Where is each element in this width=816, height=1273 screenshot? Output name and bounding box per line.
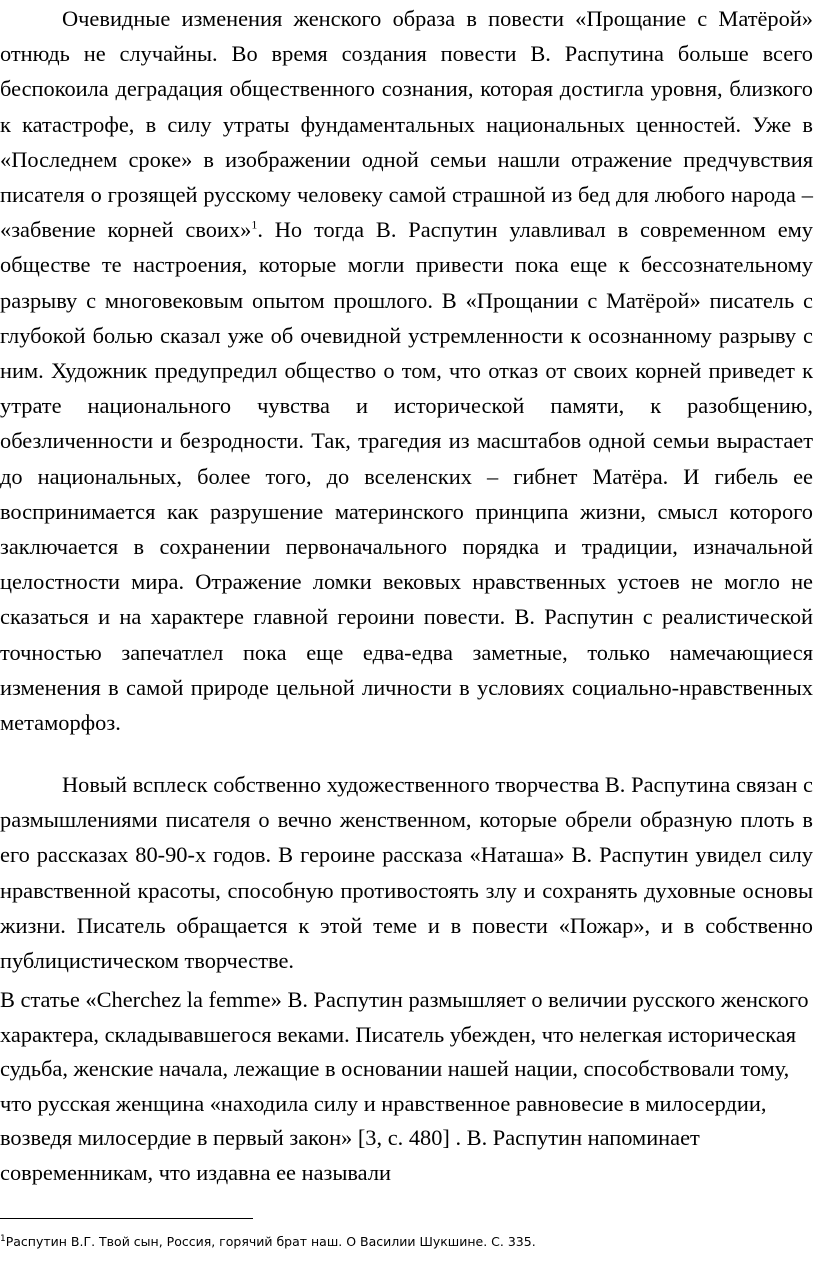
body-paragraph-3: [0, 983, 816, 1191]
footnote-separator-line: [0, 1218, 253, 1219]
paragraph-3-text: В статье «Cherchez la femme» В. Распутин размышляет о величии русского женского характера, складывавшегося веками. Писатель убежден, что нелегкая историческая судьба, женские начала, лежащие в основании нашей нации, способствовали тому, что русская женщина «находила силу и нравственное равновесие в милосердии, возведя милосердие в первый закон» [3, с. 480] . В. Распутин напоминает современникам, что издавна ее называли: [0, 987, 809, 1185]
paragraph-1-text: Очевидные изменения женского образа в повести «Прощание с Матёрой» отнюдь не случайны. Во время создания повести В. Распутина больше всего беспокоила деградация общественного сознания, которая достигла уровня, близкого к катастрофе, в силу утраты фундаментальных национальных ценностей. Уже в «Последнем сроке» в изображении одной семьи нашли отражение предчувствия писателя о грозящей русскому человеку самой страшной из бед для любого народа – «забвение корней своих»: [0, 6, 813, 243]
footnote-reference-marker[interactable]: 1: [251, 217, 258, 232]
footnote-marker: 1: [0, 1233, 6, 1244]
paragraph-2-text: Новый всплеск собственно художественного творчества В. Распутина связан с размышлениями писателя о вечно женственном, которые обрели образную плоть в его рассказах 80-90-х годов. В героине рассказа «Наташа» В. Распутин увидел силу нравственной красоты, способную противостоять злу и сохранять духовные основы жизни. Писатель обращается к этой теме и в повести «Пожар», и в собственно публицистическом творчестве.: [0, 772, 813, 974]
body-paragraph-2: [0, 767, 813, 978]
body-paragraph-1: [0, 1, 813, 740]
footnote-text: Распутин В.Г. Твой сын, Россия, горячий брат наш. О Василии Шукшине. С. 335.: [5, 1234, 536, 1249]
footnote: [0, 1226, 816, 1258]
paragraph-1-text-continued: . Но тогда В. Распутин улавливал в современном ему обществе те настроения, которые могли привести пока еще к бессознательному разрыву с многовековым опытом прошлого. В «Прощании с Матёрой» писатель с глубокой болью сказал уже об очевидной устремленности к осознанному разрыву с ним. Художник предупредил общество о том, что отказ от своих корней приведет к утрате национального чувства и исторической памяти, к разобщению, обезличенности и безродности. Так, трагедия из масштабов одной семьи вырастает до национальных, более того, до вселенских – гибнет Матёра. И гибель ее воспринимается как разрушение материнского принципа жизни, смысл которого заключается в сохранении первоначального порядка и традиции, изначальной целостности мира. Отражение ломки вековых нравственных устоев не могло не сказаться и на характере главной героини повести. В. Распутин с реалистической точностью запечатлел пока еще едва-едва заметные, только намечающиеся изменения в самой природе цельной личности в условиях социально-нравственных метаморфоз.: [0, 217, 813, 736]
